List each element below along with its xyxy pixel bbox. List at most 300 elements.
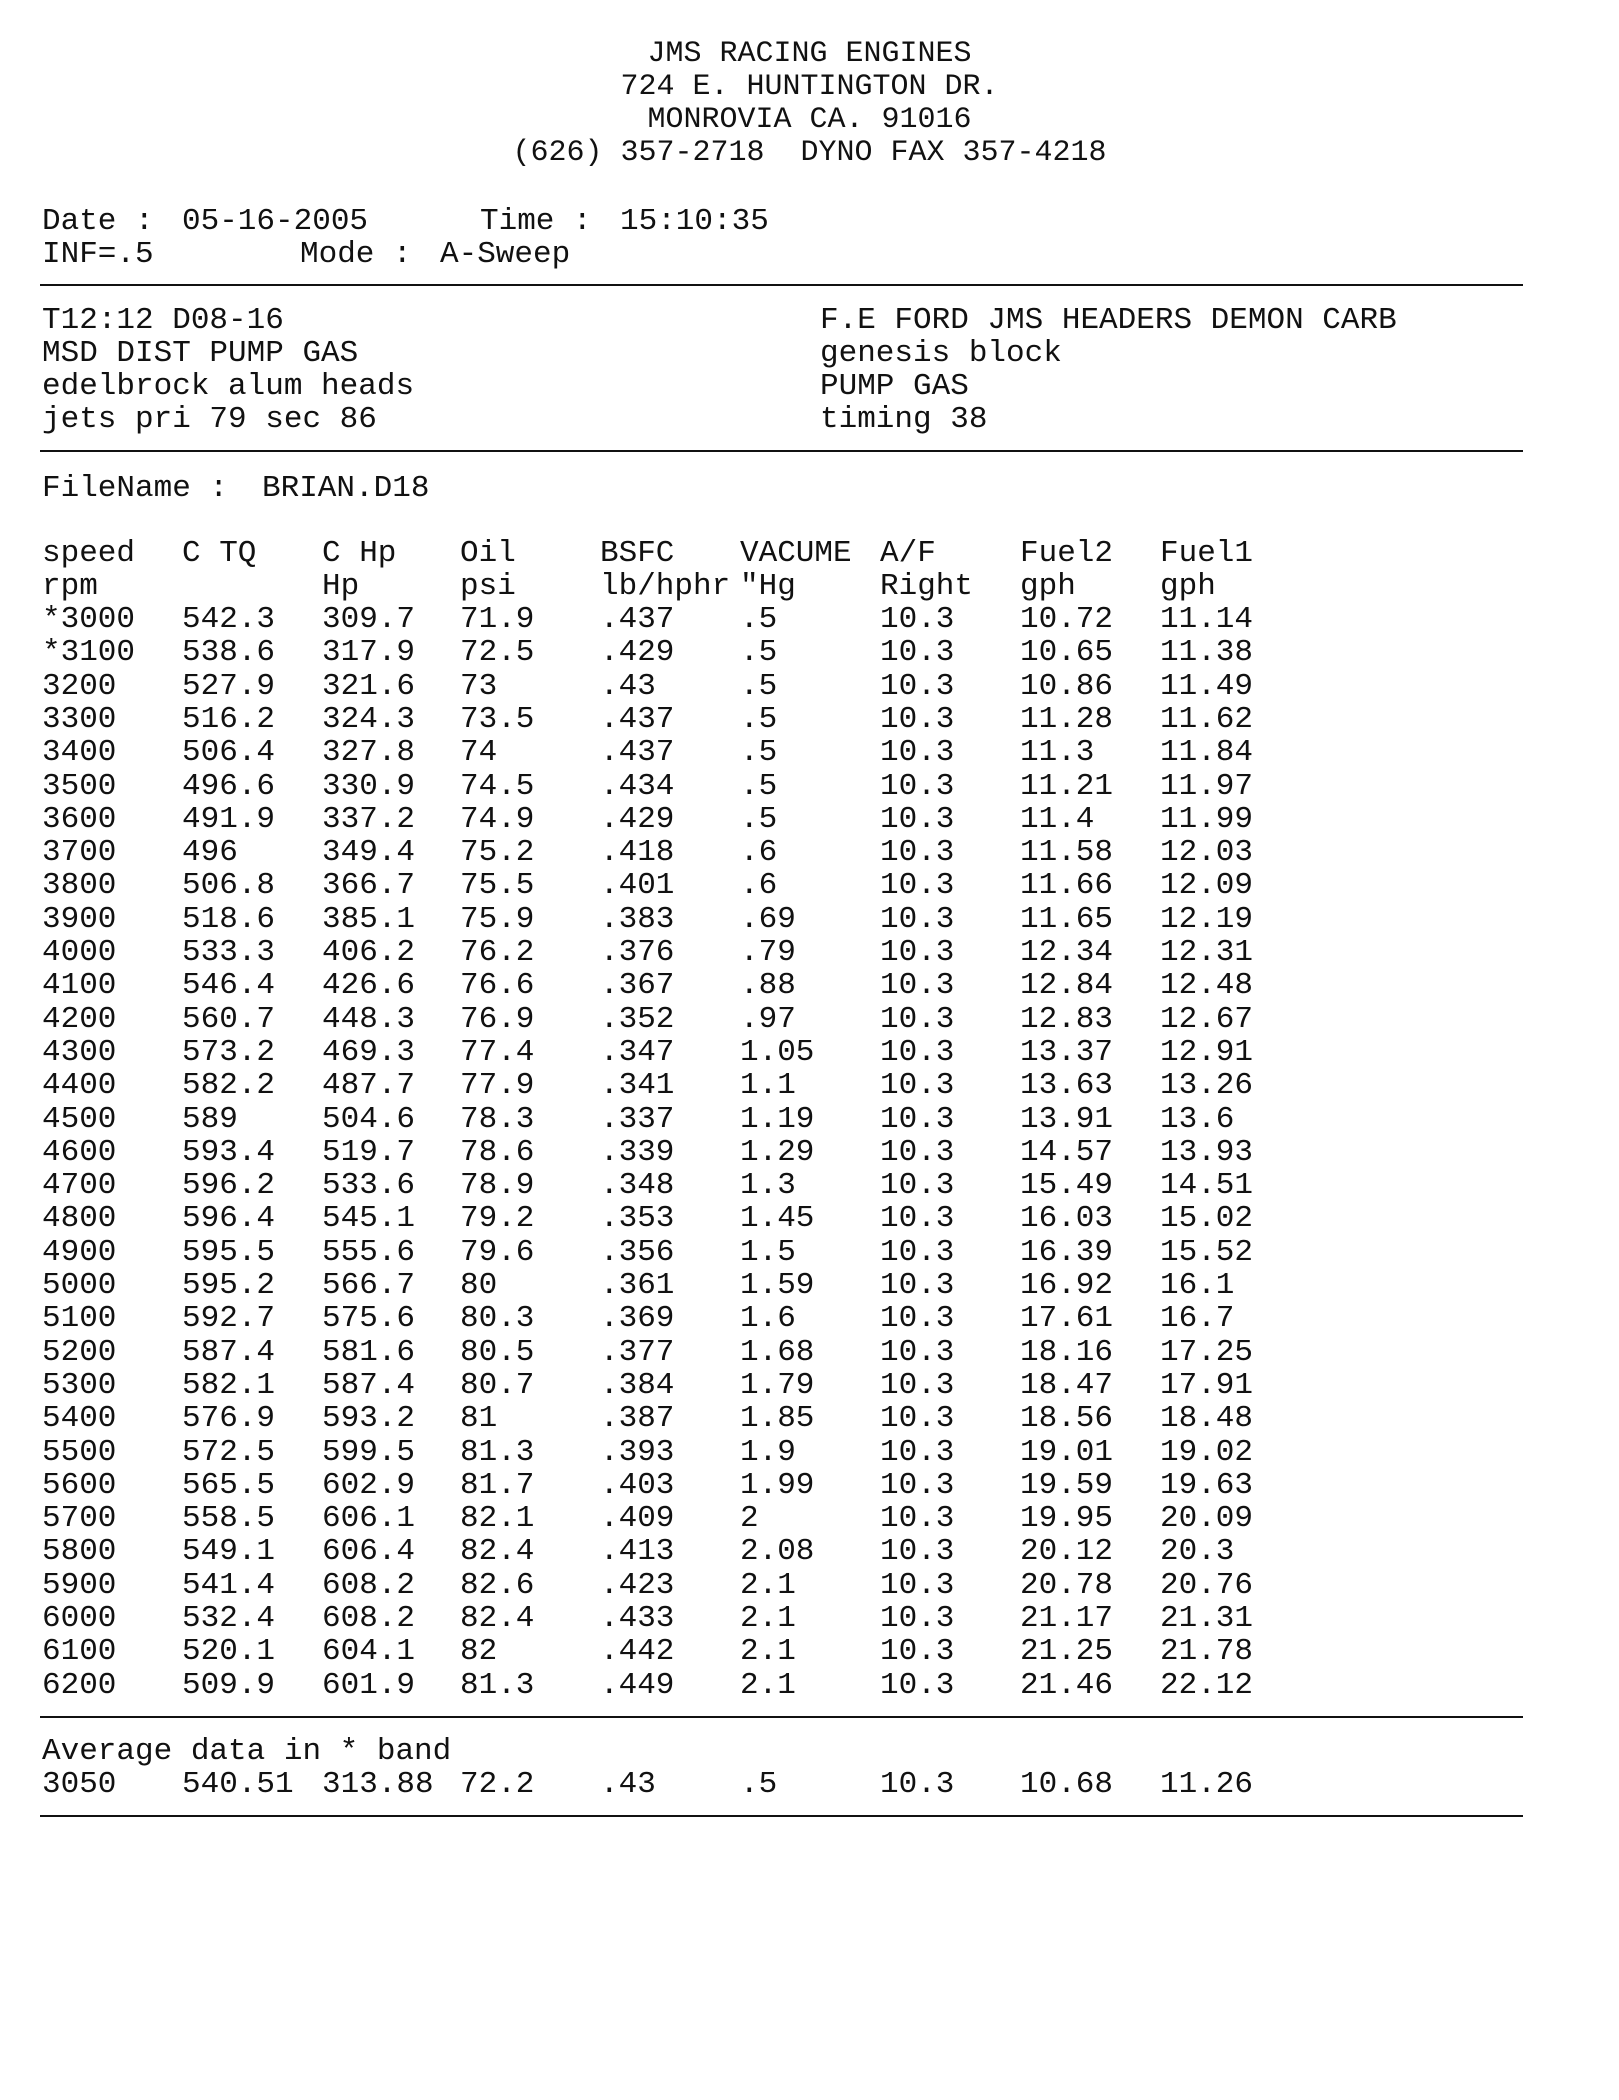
table-row (0, 936, 1619, 969)
table-cell: .377 (600, 1335, 675, 1370)
table-cell: 17.61 (1020, 1301, 1114, 1336)
table-cell: 406.2 (322, 935, 416, 970)
table-cell: 14.57 (1020, 1135, 1114, 1170)
table-cell: Fuel2 (1020, 536, 1114, 571)
table-cell: 4600 (42, 1135, 117, 1170)
table-cell: 4300 (42, 1035, 117, 1070)
table-cell: 18.48 (1160, 1401, 1254, 1436)
table-cell: C TQ (182, 536, 257, 571)
table-cell: 10.3 (880, 1035, 955, 1070)
table-cell: 15.52 (1160, 1235, 1254, 1270)
table-cell: .418 (600, 835, 675, 870)
table-cell: 573.2 (182, 1035, 276, 1070)
table-cell: 13.26 (1160, 1068, 1254, 1103)
table-cell: 21.25 (1020, 1634, 1114, 1669)
table-cell: 595.5 (182, 1235, 276, 1270)
table-cell: 327.8 (322, 735, 416, 770)
table-cell: 4900 (42, 1235, 117, 1270)
table-cell: 2.08 (740, 1534, 815, 1569)
table-cell: psi (460, 569, 516, 604)
average-values-row (0, 1768, 1619, 1801)
table-cell: 10.3 (880, 735, 955, 770)
table-cell: 581.6 (322, 1335, 416, 1370)
table-cell: 555.6 (322, 1235, 416, 1270)
table-cell: 21.46 (1020, 1668, 1114, 1703)
table-cell: 2 (740, 1501, 759, 1536)
table-cell: .383 (600, 902, 675, 937)
table-cell: 5800 (42, 1534, 117, 1569)
table-cell: 6000 (42, 1601, 117, 1636)
table-cell: 527.9 (182, 669, 276, 704)
table-cell: 80.5 (460, 1335, 535, 1370)
table-cell: .429 (600, 802, 675, 837)
table-cell: 76.9 (460, 1002, 535, 1037)
table-cell: 587.4 (322, 1368, 416, 1403)
table-cell: .403 (600, 1468, 675, 1503)
table-cell: .43 (600, 669, 656, 704)
table-cell: 10.3 (880, 1002, 955, 1037)
table-cell: 3300 (42, 702, 117, 737)
table-cell: 385.1 (322, 902, 416, 937)
table-row (0, 1136, 1619, 1169)
table-cell: .376 (600, 935, 675, 970)
table-row (0, 803, 1619, 836)
table-row (0, 770, 1619, 803)
table-cell: VACUME (740, 536, 852, 571)
table-cell: 366.7 (322, 868, 416, 903)
table-cell: 73 (460, 669, 498, 704)
table-cell: 337.2 (322, 802, 416, 837)
table-cell: .352 (600, 1002, 675, 1037)
table-cell: 599.5 (322, 1435, 416, 1470)
table-cell: 4100 (42, 968, 117, 1003)
table-row (0, 1469, 1619, 1502)
table-cell: *3000 (42, 602, 136, 637)
table-cell: .5 (740, 702, 778, 737)
table-cell: 606.4 (322, 1534, 416, 1569)
table-cell: 1.05 (740, 1035, 815, 1070)
table-row (0, 1535, 1619, 1568)
table-cell: 11.84 (1160, 735, 1254, 770)
note-left-4: jets pri 79 sec 86 (42, 402, 377, 437)
table-cell: 13.6 (1160, 1102, 1235, 1137)
table-cell: 2.1 (740, 1668, 796, 1703)
table-cell: 601.9 (322, 1668, 416, 1703)
table-cell: 75.9 (460, 902, 535, 937)
table-cell: 10.3 (880, 1501, 955, 1536)
table-cell: 565.5 (182, 1468, 276, 1503)
table-cell: 1.29 (740, 1135, 815, 1170)
table-cell: 496 (182, 835, 238, 870)
table-cell: 1.79 (740, 1368, 815, 1403)
table-cell: 324.3 (322, 702, 416, 737)
table-cell: 77.4 (460, 1035, 535, 1070)
table-cell: Right (880, 569, 974, 604)
table-cell: 2.1 (740, 1568, 796, 1603)
table-cell: .339 (600, 1135, 675, 1170)
mode-value: A-Sweep (440, 237, 571, 272)
table-cell: 10.3 (880, 1168, 955, 1203)
table-cell: 75.5 (460, 868, 535, 903)
table-cell: .5 (740, 769, 778, 804)
table-cell: 10.3 (880, 1335, 955, 1370)
table-cell: 10.65 (1020, 635, 1114, 670)
table-cell: 1.59 (740, 1268, 815, 1303)
table-cell: .5 (740, 602, 778, 637)
table-cell: 593.2 (322, 1401, 416, 1436)
table-cell: .413 (600, 1534, 675, 1569)
table-row (0, 1336, 1619, 1369)
table-cell: 10.3 (880, 1534, 955, 1569)
table-cell: .6 (740, 868, 778, 903)
table-cell: 606.1 (322, 1501, 416, 1536)
table-row (0, 1669, 1619, 1702)
table-cell: .409 (600, 1501, 675, 1536)
table-cell: 487.7 (322, 1068, 416, 1103)
table-cell: gph (1160, 569, 1216, 604)
table-cell: .433 (600, 1601, 675, 1636)
table-cell: 309.7 (322, 602, 416, 637)
table-row (0, 1069, 1619, 1102)
table-cell: 549.1 (182, 1534, 276, 1569)
table-cell: 4700 (42, 1168, 117, 1203)
table-cell: 11.28 (1020, 702, 1114, 737)
table-cell: 509.9 (182, 1668, 276, 1703)
table-row (0, 1169, 1619, 1202)
table-cell: 5500 (42, 1435, 117, 1470)
note-right-4: timing 38 (820, 402, 988, 437)
table-cell: 533.3 (182, 935, 276, 970)
table-cell: 11.4 (1020, 802, 1095, 837)
table-cell: C Hp (322, 536, 397, 571)
table-cell: 313.88 (322, 1767, 434, 1802)
table-cell: .5 (740, 669, 778, 704)
table-cell: 3500 (42, 769, 117, 804)
table-cell: 12.34 (1020, 935, 1114, 970)
table-cell: 16.7 (1160, 1301, 1235, 1336)
table-cell: 604.1 (322, 1634, 416, 1669)
table-cell: .5 (740, 802, 778, 837)
table-cell: .341 (600, 1068, 675, 1103)
table-cell: 12.84 (1020, 968, 1114, 1003)
table-row (0, 1003, 1619, 1036)
table-cell: 10.3 (880, 1668, 955, 1703)
table-cell: 448.3 (322, 1002, 416, 1037)
table-cell: 3800 (42, 868, 117, 903)
header-row-2 (0, 570, 1619, 603)
time-value: 15:10:35 (620, 204, 769, 239)
table-cell: 78.9 (460, 1168, 535, 1203)
table-row (0, 1202, 1619, 1235)
table-cell: 5400 (42, 1401, 117, 1436)
table-cell: 11.14 (1160, 602, 1254, 637)
table-cell: .5 (740, 735, 778, 770)
table-cell: gph (1020, 569, 1076, 604)
divider-2 (40, 450, 1523, 452)
table-cell: 5200 (42, 1335, 117, 1370)
table-cell: 82.4 (460, 1601, 535, 1636)
table-cell: .348 (600, 1168, 675, 1203)
table-cell: 21.17 (1020, 1601, 1114, 1636)
table-cell: 81.7 (460, 1468, 535, 1503)
table-cell: .442 (600, 1634, 675, 1669)
table-cell: 80 (460, 1268, 498, 1303)
table-cell: 3050 (42, 1767, 117, 1802)
table-cell: 506.4 (182, 735, 276, 770)
mode-label: Mode : (300, 237, 412, 272)
table-cell: 12.03 (1160, 835, 1254, 870)
table-cell: 10.3 (880, 935, 955, 970)
table-cell: .5 (740, 635, 778, 670)
table-cell: 1.9 (740, 1435, 796, 1470)
table-cell: 15.49 (1020, 1168, 1114, 1203)
table-cell: 10.3 (880, 1368, 955, 1403)
table-cell: 3400 (42, 735, 117, 770)
table-cell: 82.1 (460, 1501, 535, 1536)
table-cell: 1.68 (740, 1335, 815, 1370)
table-cell: 330.9 (322, 769, 416, 804)
table-cell: 321.6 (322, 669, 416, 704)
table-row (0, 1635, 1619, 1668)
table-cell: 82.4 (460, 1534, 535, 1569)
table-cell: 73.5 (460, 702, 535, 737)
table-cell: 20.12 (1020, 1534, 1114, 1569)
table-cell: 10.3 (880, 1068, 955, 1103)
table-row (0, 1236, 1619, 1269)
table-cell: 78.3 (460, 1102, 535, 1137)
company-name: JMS RACING ENGINES (647, 37, 972, 71)
table-cell: 589 (182, 1102, 238, 1137)
table-cell: .361 (600, 1268, 675, 1303)
company-street: 724 E. HUNTINGTON DR. (620, 70, 999, 104)
table-cell: 3200 (42, 669, 117, 704)
filename-label: FileName : (42, 471, 229, 506)
table-cell: 6100 (42, 1634, 117, 1669)
table-cell: 10.3 (880, 1634, 955, 1669)
filename-value: BRIAN.D18 (262, 471, 430, 506)
table-cell: 80.7 (460, 1368, 535, 1403)
table-cell: 541.4 (182, 1568, 276, 1603)
table-cell: .356 (600, 1235, 675, 1270)
table-cell: .369 (600, 1301, 675, 1336)
table-cell: 11.65 (1020, 902, 1114, 937)
table-cell: 587.4 (182, 1335, 276, 1370)
table-row (0, 636, 1619, 669)
table-cell: 19.63 (1160, 1468, 1254, 1503)
table-cell: 546.4 (182, 968, 276, 1003)
table-cell: A/F (880, 536, 936, 571)
table-cell: 10.3 (880, 769, 955, 804)
table-row (0, 1369, 1619, 1402)
table-cell: 11.21 (1020, 769, 1114, 804)
table-cell: .5 (740, 1767, 778, 1802)
table-cell: 16.03 (1020, 1201, 1114, 1236)
time-label: Time : (480, 204, 592, 239)
table-cell: 74.5 (460, 769, 535, 804)
table-row (0, 1103, 1619, 1136)
table-cell: 10.3 (880, 835, 955, 870)
table-cell: 72.5 (460, 635, 535, 670)
table-cell: 82 (460, 1634, 498, 1669)
table-cell: .393 (600, 1435, 675, 1470)
inf-value: INF=.5 (42, 237, 154, 272)
table-cell: 11.26 (1160, 1767, 1254, 1802)
table-cell: Oil (460, 536, 516, 571)
table-cell: 516.2 (182, 702, 276, 737)
table-cell: .387 (600, 1401, 675, 1436)
table-cell: 18.56 (1020, 1401, 1114, 1436)
table-cell: 5600 (42, 1468, 117, 1503)
table-cell: 16.1 (1160, 1268, 1235, 1303)
table-cell: .384 (600, 1368, 675, 1403)
table-cell: 72.2 (460, 1767, 535, 1802)
table-row (0, 1269, 1619, 1302)
table-cell: 75.2 (460, 835, 535, 870)
table-cell: 19.59 (1020, 1468, 1114, 1503)
table-cell: 11.38 (1160, 635, 1254, 670)
table-row (0, 1569, 1619, 1602)
table-row (0, 1436, 1619, 1469)
table-cell: 582.2 (182, 1068, 276, 1103)
table-cell: .437 (600, 602, 675, 637)
table-cell: 10.3 (880, 1401, 955, 1436)
table-cell: .353 (600, 1201, 675, 1236)
table-cell: 504.6 (322, 1102, 416, 1137)
table-cell: 5900 (42, 1568, 117, 1603)
table-cell: 2.1 (740, 1634, 796, 1669)
table-cell: 22.12 (1160, 1668, 1254, 1703)
table-cell: 13.37 (1020, 1035, 1114, 1070)
table-cell: 5700 (42, 1501, 117, 1536)
table-row (0, 903, 1619, 936)
table-cell: 20.3 (1160, 1534, 1235, 1569)
table-cell: .79 (740, 935, 796, 970)
date-value: 05-16-2005 (182, 204, 369, 239)
table-cell: 10.3 (880, 1268, 955, 1303)
table-cell: 12.67 (1160, 1002, 1254, 1037)
company-city: MONROVIA CA. 91016 (647, 103, 972, 137)
table-cell: 13.91 (1020, 1102, 1114, 1137)
table-row (0, 736, 1619, 769)
table-cell: 20.76 (1160, 1568, 1254, 1603)
table-cell: 10.3 (880, 868, 955, 903)
table-cell: 545.1 (322, 1201, 416, 1236)
table-cell: 1.85 (740, 1401, 815, 1436)
table-cell: 1.99 (740, 1468, 815, 1503)
table-row (0, 869, 1619, 902)
table-cell: 519.7 (322, 1135, 416, 1170)
table-cell: lb/hphr (600, 569, 731, 604)
table-cell: 426.6 (322, 968, 416, 1003)
table-cell: 12.91 (1160, 1035, 1254, 1070)
table-cell: .88 (740, 968, 796, 1003)
table-cell: .43 (600, 1767, 656, 1802)
table-cell: 595.2 (182, 1268, 276, 1303)
table-cell: 74 (460, 735, 498, 770)
table-cell: 572.5 (182, 1435, 276, 1470)
table-row (0, 603, 1619, 636)
table-cell: Fuel1 (1160, 536, 1254, 571)
table-cell: 21.31 (1160, 1601, 1254, 1636)
table-cell: .347 (600, 1035, 675, 1070)
date-label: Date : (42, 204, 154, 239)
table-cell: 76.2 (460, 935, 535, 970)
table-cell: 19.01 (1020, 1435, 1114, 1470)
table-cell: 10.3 (880, 1767, 955, 1802)
table-cell: BSFC (600, 536, 675, 571)
table-cell: 16.39 (1020, 1235, 1114, 1270)
table-cell: 596.2 (182, 1168, 276, 1203)
table-cell: 4800 (42, 1201, 117, 1236)
table-cell: .337 (600, 1102, 675, 1137)
table-cell: 17.25 (1160, 1335, 1254, 1370)
table-cell: 16.92 (1020, 1268, 1114, 1303)
table-row (0, 1036, 1619, 1069)
table-cell: 4200 (42, 1002, 117, 1037)
table-cell: 81.3 (460, 1668, 535, 1703)
table-cell: 12.48 (1160, 968, 1254, 1003)
divider-3 (40, 1716, 1523, 1718)
table-row (0, 1302, 1619, 1335)
table-row (0, 836, 1619, 869)
table-cell: 491.9 (182, 802, 276, 837)
table-cell: 12.83 (1020, 1002, 1114, 1037)
table-cell: 10.3 (880, 968, 955, 1003)
table-cell: 11.62 (1160, 702, 1254, 737)
table-cell: 14.51 (1160, 1168, 1254, 1203)
table-cell: 1.5 (740, 1235, 796, 1270)
table-cell: 506.8 (182, 868, 276, 903)
table-cell: 12.09 (1160, 868, 1254, 903)
note-left-3: edelbrock alum heads (42, 369, 415, 404)
table-cell: 74.9 (460, 802, 535, 837)
table-cell: 11.58 (1020, 835, 1114, 870)
table-cell: 81.3 (460, 1435, 535, 1470)
table-cell: 79.6 (460, 1235, 535, 1270)
table-cell: 540.51 (182, 1767, 294, 1802)
table-cell: *3100 (42, 635, 136, 670)
table-row (0, 703, 1619, 736)
table-cell: 560.7 (182, 1002, 276, 1037)
table-cell: 10.3 (880, 1301, 955, 1336)
table-cell: 10.3 (880, 1201, 955, 1236)
table-cell: 1.19 (740, 1102, 815, 1137)
table-cell: 81 (460, 1401, 498, 1436)
table-cell: .69 (740, 902, 796, 937)
table-cell: 10.3 (880, 1568, 955, 1603)
note-left-1: T12:12 D08-16 (42, 303, 284, 338)
table-cell: 11.66 (1020, 868, 1114, 903)
table-cell: 10.3 (880, 802, 955, 837)
table-row (0, 1402, 1619, 1435)
table-cell: 469.3 (322, 1035, 416, 1070)
table-cell: 4400 (42, 1068, 117, 1103)
table-cell: 3900 (42, 902, 117, 937)
table-cell: 4000 (42, 935, 117, 970)
table-cell: 71.9 (460, 602, 535, 637)
table-cell: 558.5 (182, 1501, 276, 1536)
table-cell: 593.4 (182, 1135, 276, 1170)
table-cell: 317.9 (322, 635, 416, 670)
table-cell: 10.68 (1020, 1767, 1114, 1802)
table-cell: 10.3 (880, 1135, 955, 1170)
table-cell: 17.91 (1160, 1368, 1254, 1403)
table-cell: .97 (740, 1002, 796, 1037)
table-cell: 10.72 (1020, 602, 1114, 637)
table-cell: speed (42, 536, 136, 571)
table-cell: 1.3 (740, 1168, 796, 1203)
table-row (0, 1602, 1619, 1635)
